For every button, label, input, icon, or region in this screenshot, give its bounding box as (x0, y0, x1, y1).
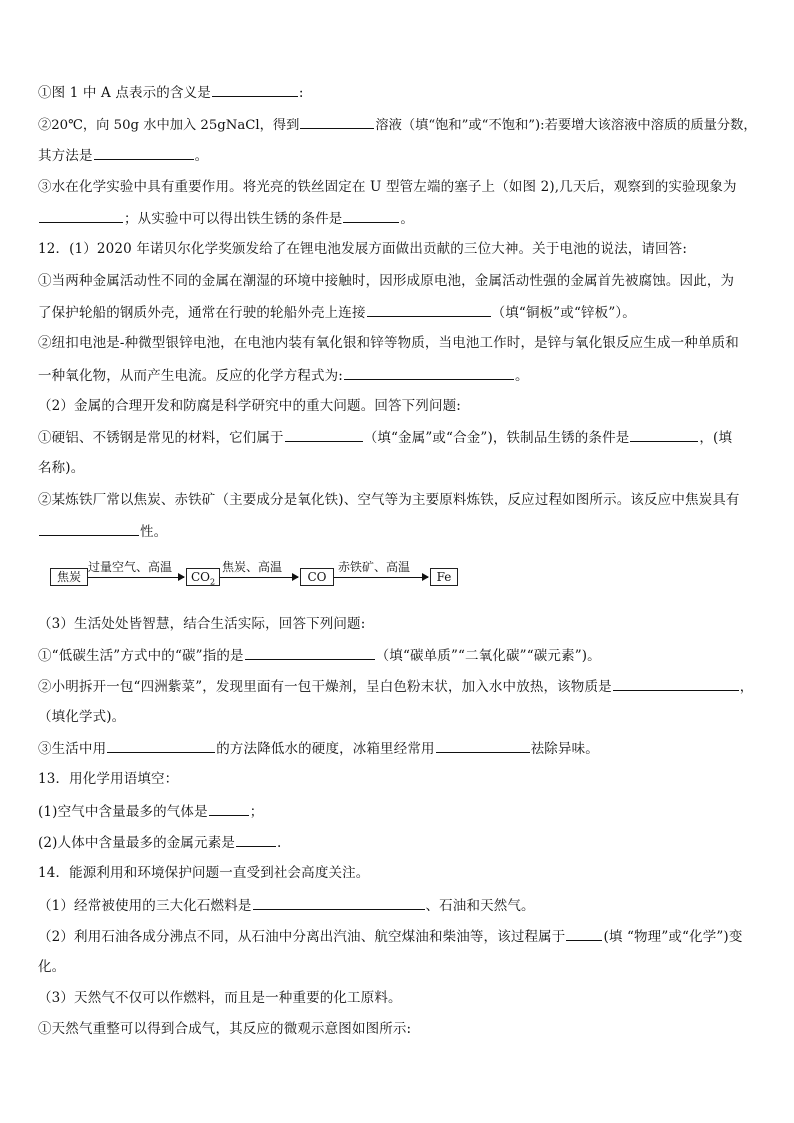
q12-part2-line-3 (38, 491, 762, 509)
text: . (277, 835, 282, 851)
text: （填化学式)。 (38, 709, 126, 725)
text: 其方法是 (38, 148, 93, 164)
q12-title (38, 240, 762, 258)
text: 12．(1）2020 年诺贝尔化学奖颁发给了在锂电池发展方面做出贡献的三位大神。关于电池的说法，请回答: (38, 241, 688, 257)
q13-line-1 (38, 802, 762, 821)
text: 一种氧化物，从而产生电流。反应的化学方程式为: (38, 368, 343, 384)
answer-blank[interactable] (630, 428, 698, 442)
text: (填 “物理”或“化学”)变 (603, 929, 743, 945)
text: 名称)。 (38, 460, 85, 476)
text: ②20℃，向 50g 水中加入 25gNaCl，得到 (38, 118, 300, 133)
q14-line-1 (38, 896, 762, 915)
text: 。 (515, 368, 529, 384)
text: ，(填 (699, 430, 733, 446)
q14-line-2 (38, 927, 762, 946)
q14-title (38, 864, 762, 882)
text: ②小明拆开一包“四洲紫菜”，发现里面有一包干燥剂，呈白色粉末状，加入水中放热，该物质是 (38, 679, 612, 695)
text: 的方法降低水的硬度，冰箱里经常用 (216, 741, 435, 757)
text: 祛除异味。 (530, 741, 599, 757)
text: : (298, 85, 304, 101)
q13-line-2 (38, 833, 762, 852)
flow-label-1: 过量空气、高温 (88, 560, 173, 574)
text: ①硬铝、不锈钢是常见的材料，它们属于 (38, 430, 284, 446)
text: （填“金属”或“合金”)，铁制品生锈的条件是 (363, 430, 630, 446)
flow-arrow-1 (88, 577, 184, 578)
q11-line-4 (38, 178, 762, 196)
text: 化。 (38, 959, 66, 975)
text: ③生活中用 (38, 741, 107, 757)
q14-line-3 (38, 958, 762, 976)
q12-part3-line-2 (38, 677, 762, 696)
text: 了保护轮船的钢质外壳，通常在行驶的轮船外壳上连接 (38, 305, 366, 321)
q12-part3-line-1 (38, 646, 762, 665)
answer-blank[interactable] (39, 209, 123, 223)
text: ①图 1 中 A 点表示的含义是 (38, 85, 211, 101)
q12-part2-title (38, 397, 762, 415)
text: ③水在化学实验中具有重要作用。将光亮的铁丝固定在 U 型管左端的塞子上（如图 2),几天后，观察到的实验现象为 (38, 179, 737, 195)
text: ；从实验中可以得出铁生锈的条件是 (124, 211, 343, 227)
answer-blank[interactable] (343, 209, 399, 223)
text: ； (249, 804, 264, 820)
subscript: 2 (209, 577, 216, 587)
text: （1）经常被使用的三大化石燃料是 (38, 898, 252, 914)
flow-box-co2 (186, 568, 220, 586)
text: (2)人体中含量最多的金属元素是 (38, 835, 236, 851)
answer-blank[interactable] (209, 802, 249, 816)
text: （2）金属的合理开发和防腐是科学研究中的重大问题。回答下列问题: (38, 398, 461, 414)
flow-box-coke: 焦炭 (50, 568, 88, 586)
text: （3）天然气不仅可以作燃料，而且是一种重要的化工原料。 (38, 990, 402, 1006)
flow-label-3: 赤铁矿、高温 (338, 560, 411, 574)
q11-line-5 (38, 209, 762, 228)
answer-blank[interactable] (436, 739, 530, 753)
q12-line-3 (38, 303, 762, 322)
text: 、石油和天然气。 (425, 898, 535, 914)
text: ②纽扣电池是-种微型银锌电池，在电池内装有氧化银和锌等物质，当电池工作时，是锌与氧化银反应生成一种单质和 (38, 335, 739, 351)
text: （填“铜板”或“锌板”）。 (491, 305, 636, 321)
text: 性。 (140, 524, 168, 540)
q14-line-4 (38, 989, 762, 1007)
q12-part2-line-4 (38, 522, 762, 541)
text: 14．能源利用和环境保护问题一直受到社会高度关注。 (38, 865, 370, 881)
answer-blank[interactable] (39, 522, 139, 536)
q12-line-2 (38, 272, 762, 290)
flow-label-2: 焦炭、高温 (222, 560, 283, 574)
q12-line-4 (38, 334, 762, 352)
answer-blank[interactable] (613, 677, 739, 691)
text: ， (739, 679, 754, 695)
flow-arrow-2 (220, 577, 298, 578)
q13-title (38, 770, 762, 788)
q12-part3-title (38, 615, 762, 633)
q12-line-5 (38, 366, 762, 385)
flow-box-co: CO (300, 568, 334, 586)
text: ①天然气重整可以得到合成气，其反应的微观示意图如图所示: (38, 1021, 412, 1037)
text: ①“低碳生活”方式中的“碳”指的是 (38, 648, 244, 664)
answer-blank[interactable] (285, 428, 363, 442)
flow-arrow-3 (334, 577, 428, 578)
q11-line-1 (38, 83, 762, 102)
q11-line-2 (38, 115, 762, 135)
text: 。 (400, 211, 415, 227)
q12-part2-line-1 (38, 428, 762, 447)
flow-box-fe: Fe (430, 568, 458, 586)
q12-part2-line-2 (38, 459, 762, 477)
text: （3）生活处处皆智慧，结合生活实际，回答下列问题: (38, 616, 366, 632)
text: (1)空气中含量最多的气体是 (38, 804, 208, 820)
text: 溶液（填“饱和”或“不饱和”):若要增大该溶液中溶质的质量分数， (375, 118, 757, 133)
text: ②某炼铁厂常以焦炭、赤铁矿（主要成分是氧化铁)、空气等为主要原料炼铁，反应过程如图所示。该反应中焦炭具有 (38, 492, 740, 508)
answer-blank[interactable] (236, 833, 276, 847)
answer-blank[interactable] (107, 739, 215, 753)
text: ①当两种金属活动性不同的金属在潮湿的环境中接触时，因形成原电池，金属活动性强的金属首先被腐蚀。因此，为 (38, 273, 735, 289)
answer-blank[interactable] (367, 303, 491, 317)
q11-line-3 (38, 146, 762, 165)
q14-line-5 (38, 1020, 762, 1038)
text: （2）利用石油各成分沸点不同，从石油中分离出汽油、航空煤油和柴油等，该过程属于 (38, 929, 566, 945)
q12-part3-line-4 (38, 739, 762, 758)
answer-blank[interactable] (94, 146, 194, 160)
answer-blank[interactable] (212, 83, 298, 97)
answer-blank[interactable] (245, 646, 375, 660)
text: 。 (194, 148, 209, 164)
iron-smelting-flow-diagram (50, 560, 470, 596)
text: 13．用化学用语填空： (38, 771, 179, 787)
text: （填“碳单质”“二氧化碳”“碳元素”)。 (375, 648, 601, 664)
answer-blank[interactable] (344, 366, 514, 380)
answer-blank[interactable] (253, 896, 425, 910)
answer-blank[interactable] (566, 927, 602, 941)
text: CO (190, 570, 210, 584)
answer-blank[interactable] (300, 115, 374, 129)
q12-part3-line-3 (38, 708, 762, 726)
